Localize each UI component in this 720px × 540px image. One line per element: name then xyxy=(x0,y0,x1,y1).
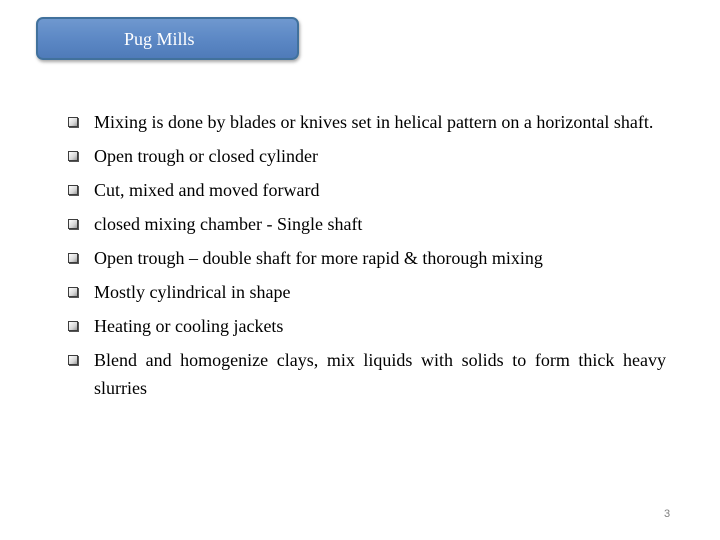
bullet-text: Open trough – double shaft for more rapid & thorough mixing xyxy=(94,248,543,268)
bullet-item xyxy=(68,142,666,170)
square-bullet-icon xyxy=(68,355,78,365)
slide-title: Pug Mills xyxy=(124,29,195,49)
bullet-item xyxy=(68,244,666,272)
bullet-item xyxy=(68,108,666,136)
bullet-text: Mixing is done by blades or knives set in helical pattern on a horizontal shaft. xyxy=(94,112,654,132)
bullet-item xyxy=(68,176,666,204)
bullet-text: Open trough or closed cylinder xyxy=(94,146,318,166)
bullet-item xyxy=(68,210,666,238)
bullet-text: Blend and homogenize clays, mix liquids with solids to form thick heavy slurries xyxy=(94,350,666,398)
title-box xyxy=(36,17,299,60)
square-bullet-icon xyxy=(68,219,78,229)
bullet-item xyxy=(68,346,666,402)
square-bullet-icon xyxy=(68,287,78,297)
bullet-text: Cut, mixed and moved forward xyxy=(94,180,320,200)
bullet-item xyxy=(68,278,666,306)
square-bullet-icon xyxy=(68,185,78,195)
bullet-text: closed mixing chamber - Single shaft xyxy=(94,214,363,234)
square-bullet-icon xyxy=(68,117,78,127)
square-bullet-icon xyxy=(68,151,78,161)
square-bullet-icon xyxy=(68,253,78,263)
bullet-text: Mostly cylindrical in shape xyxy=(94,282,291,302)
bullet-item xyxy=(68,312,666,340)
square-bullet-icon xyxy=(68,321,78,331)
bullet-list xyxy=(68,108,666,408)
page-number: 3 xyxy=(664,508,671,520)
bullet-text: Heating or cooling jackets xyxy=(94,316,284,336)
